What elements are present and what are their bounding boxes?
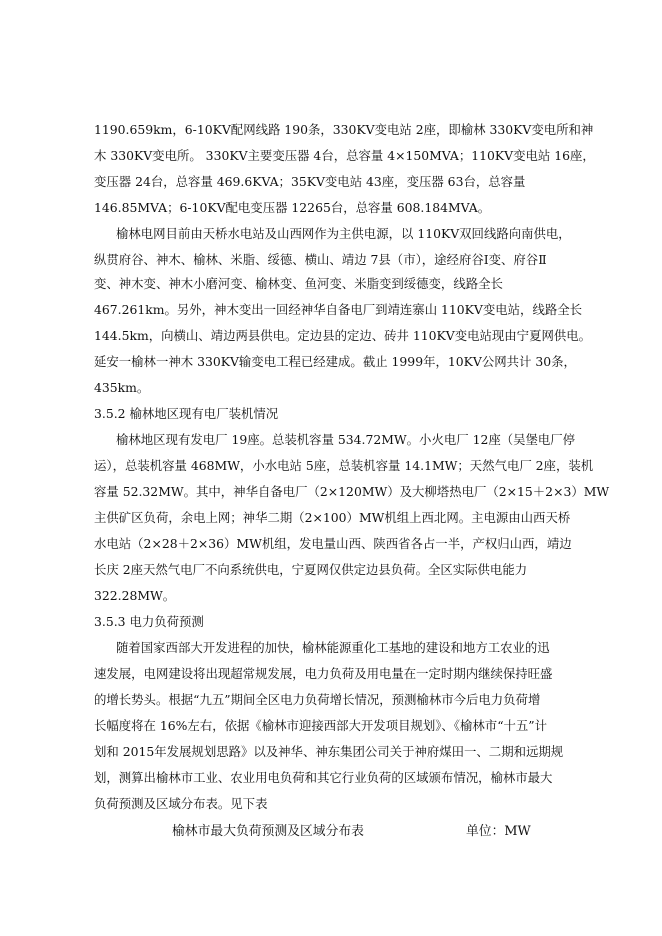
paragraph-line: 主供矿区负荷，余电上网；神华二期（2×100）MW机组上西北网。主电源由山西天桥 (94, 510, 571, 525)
paragraph-line: 榆林电网目前由天桥水电站及山西网作为主供电源，以 110KV双回线路向南供电， (116, 226, 571, 241)
table-unit: 单位：MW (466, 824, 531, 839)
section-heading-3-5-2: 3.5.2 榆林地区现有电厂装机情况 (94, 406, 279, 421)
paragraph-line: 划和 2015年发展规划思路》以及神华、神东集团公司关于神府煤田一、二期和远期规 (94, 744, 564, 759)
paragraph-line: 长幅度将在 16%左右，依据《榆林市迎接西部大开发项目规划》、《榆林市“十五”计 (94, 718, 548, 733)
paragraph-line: 1190.659km，6-10KV配网线路 190条，330KV变电站 2座，即榆林 330KV变电所和神 (94, 122, 594, 137)
paragraph-line: 容量 52.32MW。其中，神华自备电厂（2×120MW）及大柳塔热电厂（2×15＋2×3）MW (94, 484, 610, 499)
paragraph-line: 随着国家西部大开发进程的加快，榆林能源重化工基地的建设和地方工农业的迅 (116, 640, 550, 655)
paragraph-line: 运），总装机容量 468MW，小水电站 5座，总装机容量 14.1MW；天然气电厂 2座，装机 (94, 458, 594, 473)
paragraph-line: 纵贯府谷、神木、榆林、米脂、绥德、横山、靖边 7县（市），途经府谷Ⅰ变、府谷Ⅱ (94, 252, 547, 267)
paragraph-line: 变压器 24台，总容量 469.6KVA；35KV变电站 43座，变压器 63台，总容量 (94, 174, 526, 189)
paragraph-line: 划，测算出榆林市工业、农业用电负荷和其它行业负荷的区域颁布情况，榆林市最大 (94, 770, 553, 785)
paragraph-line: 负荷预测及区域分布表。见下表 (94, 796, 268, 811)
paragraph-line: 木 330KV变电所。 330KV主要变压器 4台，总容量 4×150MVA；110KV变电站 16座， (94, 148, 595, 163)
paragraph-line: 延安一榆林一神木 330KV输变电工程已经建成。截止 1999年，10KV公网共计 30条， (94, 354, 576, 369)
paragraph-line: 长庆 2座天然气电厂不向系统供电，宁夏网仅供定边县负荷。全区实际供电能力 (94, 562, 528, 577)
paragraph-line: 144.5km，向横山、靖边两县供电。定边县的定边、砖井 110KV变电站现由宁夏网供电。 (94, 328, 592, 343)
paragraph-line: 的增长势头。根据“九五”期间全区电力负荷增长情况，预测榆林市今后电力负荷增 (94, 692, 541, 707)
paragraph-line: 水电站（2×28＋2×36）MW机组，发电量山西、陕西省各占一半，产权归山西，靖边 (94, 536, 572, 551)
section-heading-3-5-3: 3.5.3 电力负荷预测 (94, 614, 204, 629)
table-caption: 榆林市最大负荷预测及区域分布表 (172, 824, 364, 839)
paragraph-line: 榆林地区现有发电厂 19座。总装机容量 534.72MW。小火电厂 12座（吴堡电厂停 (116, 432, 576, 447)
paragraph-line: 322.28MW。 (94, 588, 176, 603)
paragraph-line: 变、神木变、神木小磨河变、榆林变、鱼河变、米脂变到绥德变，线路全长 (94, 276, 503, 291)
paragraph-line: 467.261km。另外，神木变出一回经神华自备电厂到靖连寨山 110KV变电站，线路全长 (94, 302, 583, 317)
paragraph-line: 146.85MVA；6-10KV配电变压器 12265台，总容量 608.184MVA。 (94, 200, 491, 215)
paragraph-line: 435km。 (94, 380, 150, 395)
paragraph-line: 速发展，电网建设将出现超常规发展，电力负荷及用电量在一定时期内继续保持旺盛 (94, 666, 553, 681)
